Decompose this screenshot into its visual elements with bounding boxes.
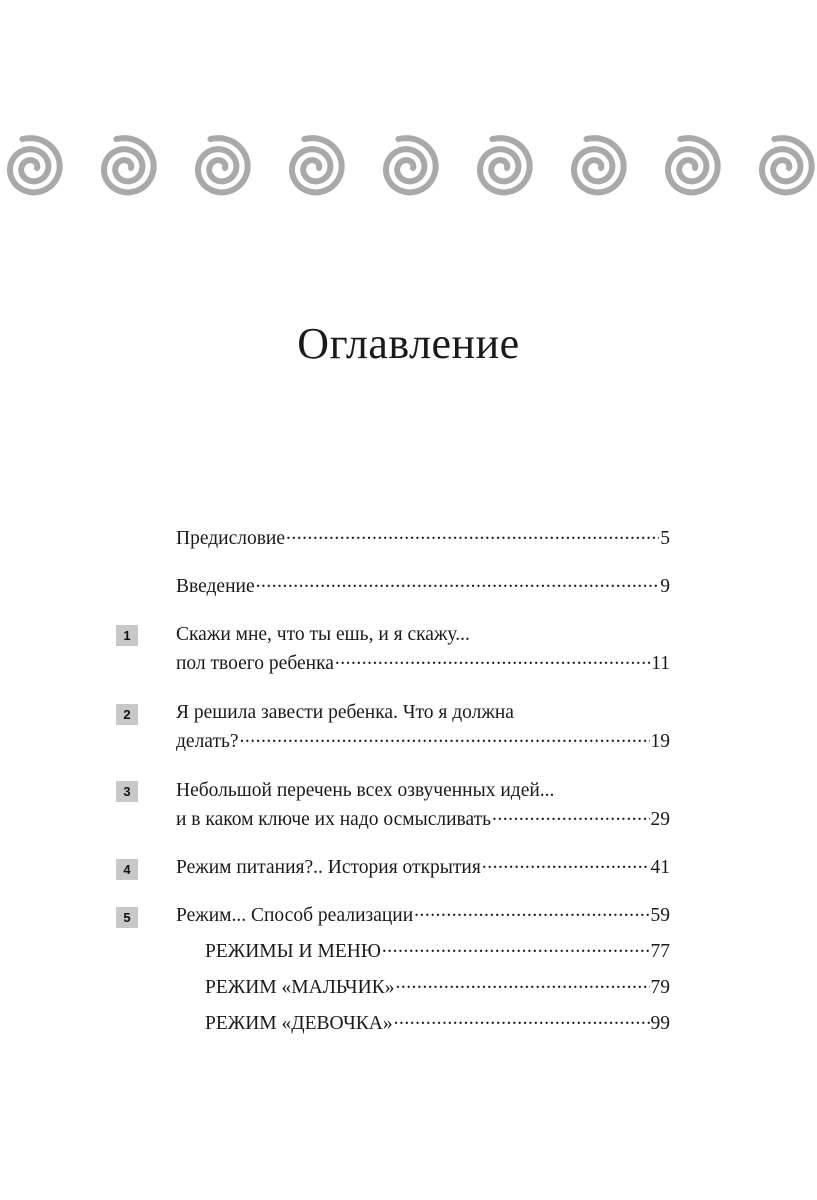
toc-entry-title-line2: и в каком ключе их надо осмысливать (176, 809, 492, 830)
chapter-number-badge: 1 (116, 625, 138, 646)
toc-entry-chapter-3[interactable] (176, 776, 670, 834)
toc-entry-title: Введение (176, 576, 255, 597)
toc-entry-title-line1: Небольшой перечень всех озвученных идей... (176, 780, 555, 801)
toc-entry-title: РЕЖИМ «ДЕВОЧКА» (205, 1013, 393, 1034)
toc-subentry-mode-girl[interactable] (205, 1009, 670, 1038)
toc-leader-row (176, 649, 670, 678)
chapter-number-badge: 5 (116, 907, 138, 928)
toc-leader-row (176, 805, 670, 834)
toc-page-number: 77 (650, 941, 670, 962)
toc-subentry-modes-and-menu[interactable] (205, 937, 670, 966)
dot-leader (395, 974, 649, 994)
dot-leader (482, 854, 650, 874)
toc-entry-title: РЕЖИМЫ И МЕНЮ (205, 941, 381, 962)
toc-page-number: 29 (650, 809, 670, 830)
toc-entry-chapter-2[interactable] (176, 698, 670, 756)
dot-leader (492, 806, 649, 826)
toc-leader-row (205, 937, 670, 966)
toc-entry-chapter-4[interactable] (176, 853, 670, 882)
chapter-number-badge: 4 (116, 859, 138, 880)
toc-entry-title: Режим питания?.. История открытия (176, 857, 481, 878)
chapter-number-badge: 3 (116, 781, 138, 802)
toc-page-number: 19 (650, 731, 670, 752)
toc-leader-row (176, 853, 670, 882)
toc-leader-row (176, 727, 670, 756)
dot-leader (286, 525, 659, 545)
toc-subentry-mode-boy[interactable] (205, 973, 670, 1002)
toc-entry-chapter-5[interactable] (176, 901, 670, 930)
dot-leader (394, 1010, 650, 1030)
toc-page-number: 9 (660, 576, 670, 597)
toc-leader-row (176, 901, 670, 930)
dot-leader (414, 902, 649, 922)
dot-leader (240, 728, 650, 748)
dot-leader (335, 650, 650, 670)
chapter-number-badge: 2 (116, 704, 138, 725)
toc-leader-row (176, 524, 670, 553)
toc-page-number: 5 (660, 528, 670, 549)
toc-entry-title: Режим... Способ реализации (176, 905, 414, 926)
toc-entry-preface[interactable] (176, 524, 670, 553)
toc-entry-title-line2: делать? (176, 731, 239, 752)
toc-page-number: 59 (650, 905, 670, 926)
toc-entry-title: Предисловие (176, 528, 286, 549)
toc-entry-introduction[interactable] (176, 572, 670, 601)
toc-page-number: 41 (650, 857, 670, 878)
toc-entry-title-line1: Я решила завести ребенка. Что я должна (176, 702, 514, 723)
toc-leader-row (205, 973, 670, 1002)
toc-leader-row (176, 572, 670, 601)
page-title: Оглавление (297, 319, 520, 368)
toc-entry-title: РЕЖИМ «МАЛЬЧИК» (205, 977, 395, 998)
dot-leader (382, 938, 650, 958)
toc-leader-row (205, 1009, 670, 1038)
toc-page-number: 79 (650, 977, 670, 998)
toc-page-number: 11 (651, 653, 670, 674)
toc-entry-chapter-1[interactable] (176, 620, 670, 678)
dot-leader (256, 573, 660, 593)
toc-entry-title-line1: Скажи мне, что ты ешь, и я скажу... (176, 624, 470, 645)
toc-page-number: 99 (650, 1013, 670, 1034)
toc-entry-title-line2: пол твоего ребенка (176, 653, 334, 674)
